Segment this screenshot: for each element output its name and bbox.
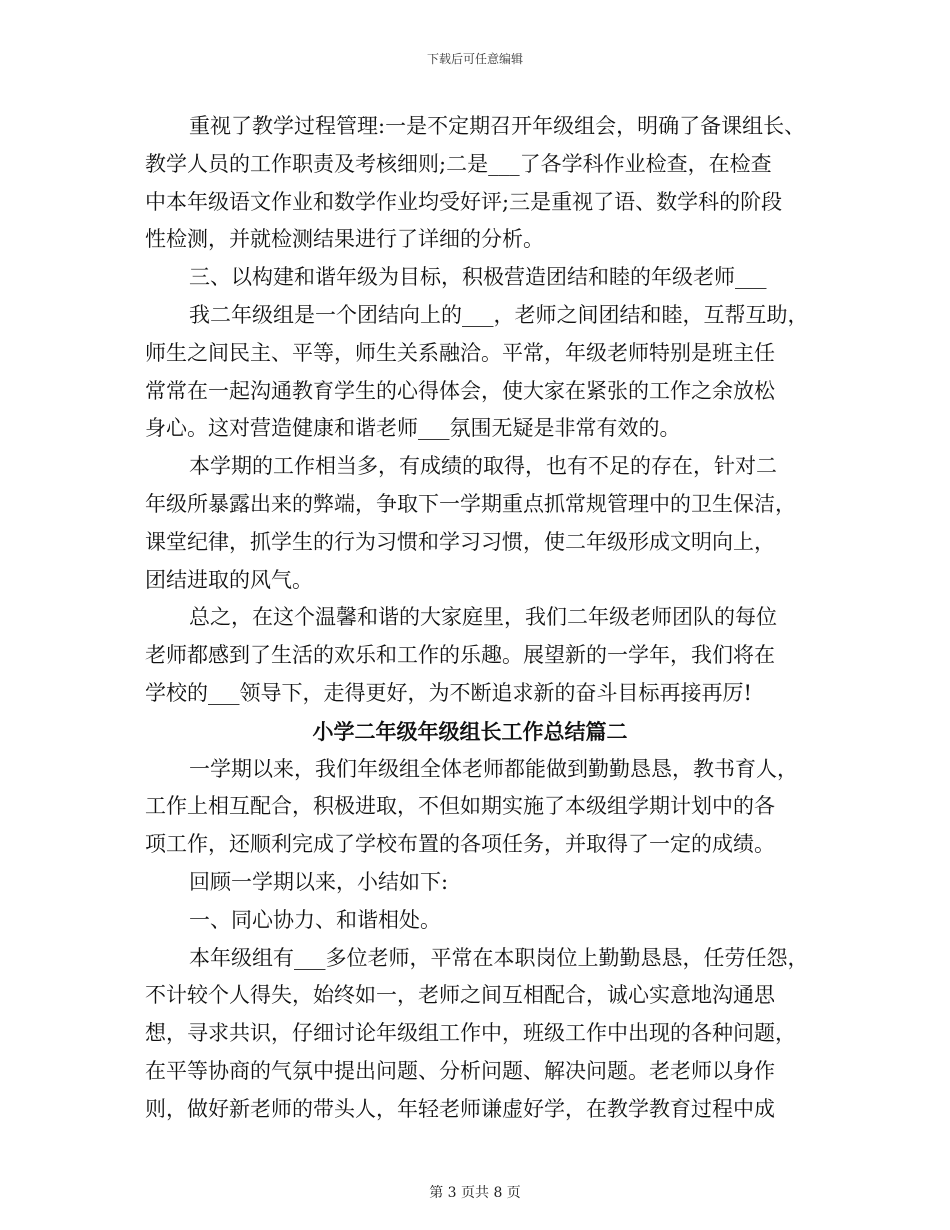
- paragraph-line: 工作上相互配合，积极进取，不但如期实施了本级组学期计划中的各: [145, 794, 775, 819]
- paragraph-line: 重视了教学过程管理:一是不定期召开年级组会，明确了备课组长、: [189, 114, 806, 138]
- paragraph-line: 不计较个人得失，始终如一，老师之间互相配合，诚心实意地沟通思: [145, 983, 775, 1008]
- document-body: [145, 108, 835, 1129]
- paragraph-line: 总之，在这个温馨和谐的大家庭里，我们二年级老师团队的每位: [189, 605, 777, 630]
- paragraph-line: 师生之间民主、平等，师生关系融洽。平常，年级老师特别是班主任: [145, 340, 775, 365]
- paragraph-line: 常常在一起沟通教育学生的心得体会，使大家在紧张的工作之余放松: [145, 378, 775, 403]
- paragraph-line: 想，寻求共识，仔细讨论年级组工作中，班级工作中出现的各种问题，: [145, 1021, 796, 1046]
- section-heading-line: 三、以构建和谐年级为目标，积极营造团结和睦的年级老师___: [189, 265, 767, 290]
- paragraph-line: 项工作，还顺利完成了学校布置的各项任务，并取得了一定的成绩。: [145, 832, 775, 857]
- section-title: 小学二年级年级组长工作总结篇二: [312, 718, 628, 744]
- paragraph-line: 一学期以来，我们年级组全体老师都能做到勤勤恳恳，教书育人，: [189, 756, 798, 781]
- page-header: 下载后可任意编辑: [426, 52, 523, 66]
- section-heading-line: 一、同心协力、和谐相处。: [189, 907, 441, 932]
- paragraph-line: 教学人员的工作职责及考核细则;二是___了各学科作业检查，在检查: [145, 151, 772, 176]
- paragraph-line: 课堂纪律，抓学生的行为习惯和学习习惯，使二年级形成文明向上，: [145, 529, 775, 554]
- paragraph-line: 本年级组有___多位老师，平常在本职岗位上勤勤恳恳，任劳任怨，: [189, 945, 809, 970]
- paragraph-line: 身心。这对营造健康和谐老师___氛围无疑是非常有效的。: [145, 416, 681, 441]
- paragraph-line: 在平等协商的气氛中提出问题、分析问题、解决问题。老老师以身作: [145, 1058, 775, 1083]
- paragraph-line: 性检测，并就检测结果进行了详细的分析。: [145, 227, 544, 252]
- page-footer: 第 3 页共 8 页: [429, 1185, 521, 1201]
- paragraph-line: 学校的___领导下，走得更好，为不断追求新的奋斗目标再接再厉!: [145, 680, 752, 705]
- paragraph-line: 回顾一学期以来，小结如下:: [189, 869, 449, 894]
- paragraph-line: 老师都感到了生活的欢乐和工作的乐趣。展望新的一学年，我们将在: [145, 643, 775, 668]
- paragraph-line: 年级所暴露出来的弊端，争取下一学期重点抓常规管理中的卫生保洁，: [145, 491, 796, 516]
- paragraph-line: 我二年级组是一个团结向上的___，老师之间团结和睦，互帮互助，: [189, 302, 809, 327]
- paragraph-line: 则，做好新老师的带头人，年轻老师谦虚好学，在教学教育过程中成: [145, 1096, 775, 1121]
- paragraph-line: 本学期的工作相当多，有成绩的取得，也有不足的存在，针对二: [189, 454, 777, 479]
- paragraph-line: 团结进取的风气。: [145, 567, 313, 592]
- paragraph-line: 中本年级语文作业和数学作业均受好评;三是重视了语、数学科的阶段: [145, 189, 783, 214]
